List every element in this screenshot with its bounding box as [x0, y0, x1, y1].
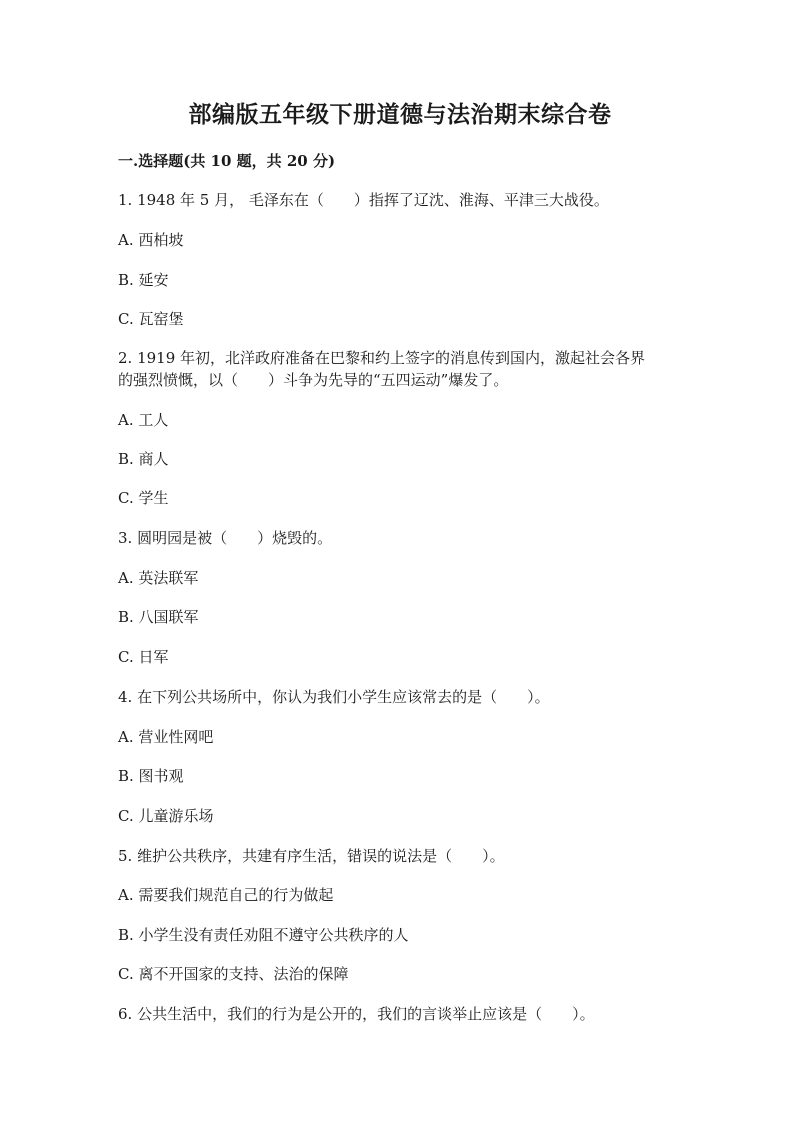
question-2-stem-line2: 的强烈愤慨，以（ ）斗争为先导的“五四运动”爆发了。	[118, 371, 509, 389]
section-heading: 一.选择题(共 10 题，共 20 分)	[118, 152, 336, 170]
question-1-option-c: C. 瓦窑堡	[118, 310, 184, 328]
question-4-option-a: A. 营业性网吧	[118, 728, 214, 746]
question-6-stem: 6. 公共生活中，我们的行为是公开的，我们的言谈举止应该是（ ）。	[118, 1005, 595, 1023]
question-3-option-a: A. 英法联军	[118, 569, 199, 587]
question-2-option-b: B. 商人	[118, 450, 169, 468]
question-5-option-c: C. 离不开国家的支持、法治的保障	[118, 965, 349, 983]
question-3-stem: 3. 圆明园是被（ ）烧毁的。	[118, 529, 333, 547]
question-5-stem: 5. 维护公共秩序，共建有序生活，错误的说法是（ ）。	[118, 847, 505, 865]
exam-title: 部编版五年级下册道德与法治期末综合卷	[188, 101, 612, 128]
question-4-option-c: C. 儿童游乐场	[118, 807, 214, 825]
question-2-option-a: A. 工人	[118, 411, 169, 429]
question-1-option-b: B. 延安	[118, 271, 169, 289]
question-3-option-b: B. 八国联军	[118, 608, 199, 626]
question-1-stem: 1. 1948 年 5 月， 毛泽东在（ ）指挥了辽沈、淮海、平津三大战役。	[118, 191, 609, 209]
question-3-option-c: C. 日军	[118, 648, 169, 666]
question-1-option-a: A. 西柏坡	[118, 231, 184, 249]
question-4-option-b: B. 图书观	[118, 767, 184, 785]
question-5-option-a: A. 需要我们规范自己的行为做起	[118, 886, 334, 904]
question-2-stem-line1: 2. 1919 年初，北洋政府准备在巴黎和约上签字的消息传到国内，激起社会各界	[118, 349, 646, 367]
question-2-option-c: C. 学生	[118, 489, 169, 507]
question-4-stem: 4. 在下列公共场所中，你认为我们小学生应该常去的是（ ）。	[118, 688, 550, 706]
question-5-option-b: B. 小学生没有责任劝阻不遵守公共秩序的人	[118, 926, 409, 944]
